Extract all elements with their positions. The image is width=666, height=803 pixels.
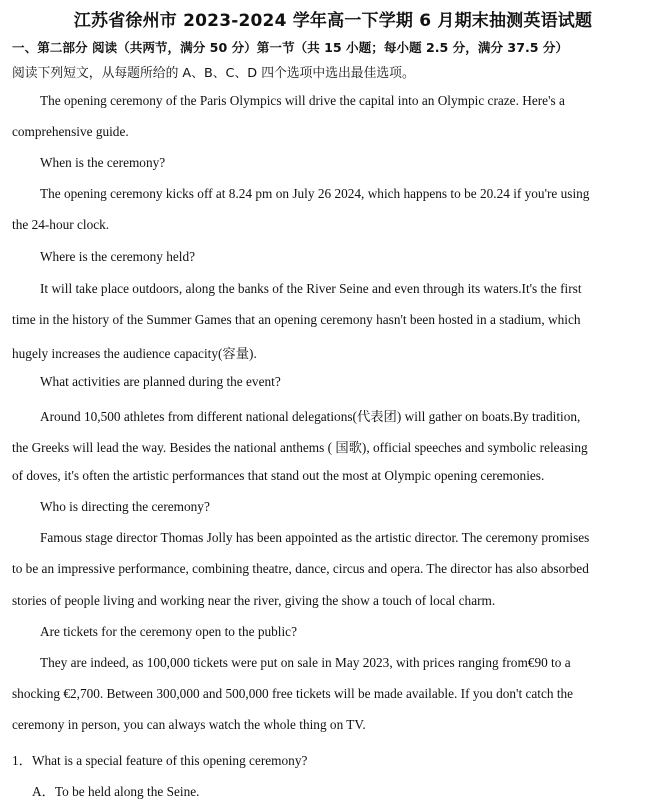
passage-line: the 24-hour clock. (12, 217, 110, 232)
passage-line: It will take place outdoors, along the banks of the River Seine and even through its waters.It's the first (40, 281, 582, 296)
page-title: 江苏省徐州市 2023-2024 学年高一下学期 6 月期末抽测英语试题 (73, 11, 593, 31)
passage-line: Around 10,500 athletes from different national delegations(代表团) will gather on boats.By tradition, (40, 409, 581, 424)
passage-line: time in the history of the Summer Games that an opening ceremony hasn't been hosted in a stadium, which (12, 312, 581, 327)
passage-line: stories of people living and working near the river, giving the show a touch of local charm. (12, 593, 496, 608)
section-heading: 一、第二部分 阅读（共两节，满分 50 分）第一节（共 15 小题；每小题 2.5 分，满分 37.5 分） (12, 40, 569, 55)
passage-line: comprehensive guide. (12, 124, 129, 139)
passage-line: They are indeed, as 100,000 tickets were put on sale in May 2023, with prices ranging from€90 to a (40, 655, 571, 670)
passage-line: to be an impressive performance, combining theatre, dance, circus and opera. The director has also absorbed (12, 561, 589, 576)
passage-heading: Who is directing the ceremony? (40, 499, 210, 514)
passage-heading: Are tickets for the ceremony open to the public? (40, 624, 297, 639)
question-1: 1．What is a special feature of this opening ceremony? (12, 753, 308, 768)
passage-line: The opening ceremony of the Paris Olympics will drive the capital into an Olympic craze. Here's a (40, 93, 565, 108)
option-a[interactable]: A．To be held along the Seine. (32, 784, 200, 799)
passage-heading: What activities are planned during the event? (40, 374, 281, 389)
passage-line: of doves, it's often the artistic performances that stand out the most at Olympic opening ceremonies. (12, 468, 545, 483)
instructions: 阅读下列短文，从每题所给的 A、B、C、D 四个选项中选出最佳选项。 (12, 66, 415, 81)
passage-heading: Where is the ceremony held? (40, 249, 196, 264)
passage-heading: When is the ceremony? (40, 155, 166, 170)
passage-line: ceremony in person, you can always watch the whole thing on TV. (12, 717, 366, 732)
passage-line: hugely increases the audience capacity(容量). (12, 346, 257, 361)
passage-line: the Greeks will lead the way. Besides the national anthems ( 国歌), official speeches and symbolic releasing (12, 440, 588, 455)
passage-line: shocking €2,700. Between 300,000 and 500,000 free tickets will be made available. If you don't catch the (12, 686, 574, 701)
passage-line: Famous stage director Thomas Jolly has been appointed as the artistic director. The ceremony promises (40, 530, 590, 545)
passage-line: The opening ceremony kicks off at 8.24 pm on July 26 2024, which happens to be 20.24 if you're using (40, 186, 590, 201)
